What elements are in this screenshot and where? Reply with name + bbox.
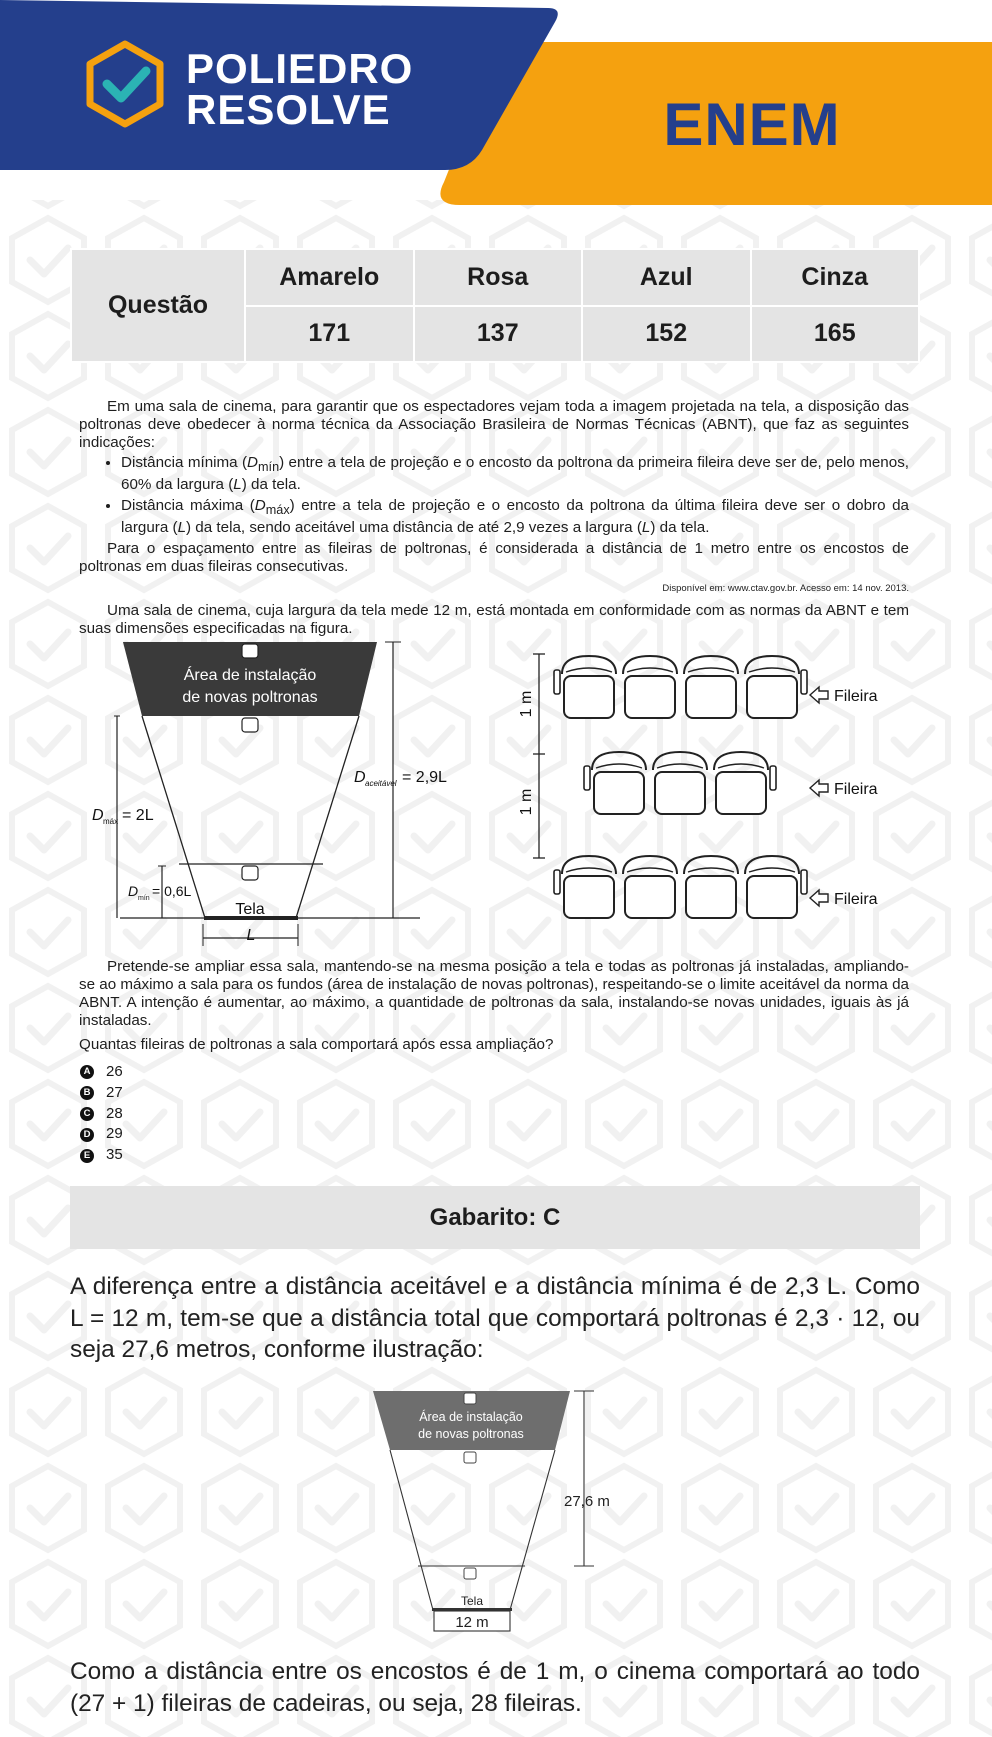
norm-item-min: • Distância mínima $(D_{mín})$ entre a tela de projeção e o encosto da poltrona da primeira fileira deve ser de, pelo menos, 60% da largura (L) da tela. [121,454,909,494]
color-column-cinza: Cinza [751,249,920,306]
norm-list [79,454,909,537]
seat-armrest [554,670,560,694]
question-header: Questão [71,249,245,362]
d-aceitavel-symbol: D [354,769,366,786]
option-b-badge: B [80,1086,94,1100]
seat-cushion [564,876,614,918]
option-b-text: 27 [106,1083,123,1101]
seat-edge [688,868,734,872]
option-d-badge: D [80,1128,94,1142]
header-banner [0,0,992,205]
d-min-sub: mín [138,895,150,902]
seat-edge [627,668,673,672]
explanation-paragraph-2: Como a distância entre os encostos é de 1 m, o cinema comportará ao todo (27 + 1) fileiras de cadeiras, ou seja, 28 fileiras. [70,1658,920,1717]
source-citation: Disponível em: www.ctav.gov.br. Acesso em: 14 nov. 2013. [662,583,909,595]
arrow-left-icon [810,890,828,906]
row-label-1: Fileira [834,688,878,705]
color-column-amarelo: Amarelo [245,249,414,306]
seat-cushion [686,676,736,718]
arrow-left-icon [810,687,828,703]
seat-cushion [655,772,705,814]
option-e-text: 35 [106,1146,123,1164]
exam-name: ENEM [663,91,841,158]
seat-rows-diagram [518,640,918,940]
color-column-rosa: Rosa [414,249,583,306]
explanation-paragraph-1: A diferença entre a distância aceitável e a distância mínima é de 2,3 L. Como L = 12 m, tem-se que a distância total que comportará poltronas é 2,3 · 12, ou seja 27,6 metros, conforme ilustração: [70,1273,920,1363]
d-max-value: = 2L [122,807,154,824]
area-label-line1: Área de instalação [419,1410,523,1424]
question-text-top [79,398,909,638]
seat-cushion [716,772,766,814]
answer-diagram [360,1384,640,1636]
seat-edge [657,764,703,768]
area-label-line1: Área de instalação [183,667,317,684]
row-label-3: Fileira [834,891,878,908]
screen-width-label: L [246,927,256,944]
question-number-table [70,248,920,363]
spacing-label-1: 1 m [518,690,535,718]
option-e[interactable] [80,1145,123,1166]
question-number-azul: 152 [582,306,751,363]
answer-key-bar: Gabarito: C [70,1186,920,1249]
question-text-bottom [79,958,909,1054]
seat-edge [566,668,612,672]
seat-edge [749,868,795,872]
screen-label: Tela [235,901,265,918]
d-min-value: = 0,6L [152,883,192,899]
seat-cushion [625,676,675,718]
seat-armrest [554,870,560,894]
option-d[interactable] [80,1124,123,1145]
seat-edge [688,668,734,672]
row-label-2: Fileira [834,781,878,798]
question-number-cinza: 165 [751,306,920,363]
brand-line2: RESOLVE [186,86,391,133]
seat-edge [749,668,795,672]
seat-edge [596,764,642,768]
screen-label: Tela [460,1594,484,1608]
brand-line1: POLIEDRO [186,45,414,92]
seat-cushion [564,676,614,718]
seat-armrest [584,766,590,790]
answer-options [80,1062,123,1166]
option-c[interactable] [80,1104,123,1125]
spacing-label-2: 1 m [518,788,535,816]
d-aceitavel-value: = 2,9L [402,769,447,786]
spacing-text: Para o espaçamento entre as fileiras de poltronas, é considerada a distância de 1 metro entre os encostos de poltronas em duas fileiras consecutivas. [79,540,909,576]
seat-armrest [770,766,776,790]
color-column-azul: Azul [582,249,751,306]
norm-item-max: • Distância máxima $(D_{máx})$ entre a tela de projeção e o encosto da poltrona da última fileira deve ser o dobro da largura (L) da tela, sendo aceitável uma distância de até 2,9 vezes a largura (L) da tela. [121,497,909,537]
option-a[interactable] [80,1062,123,1083]
seat-cushion [747,676,797,718]
seat-cushion [625,876,675,918]
seat-edge [627,868,673,872]
d-min-symbol: D [128,883,139,899]
question-number-rosa: 137 [414,306,583,363]
option-c-text: 28 [106,1104,123,1122]
seat-cushion [747,876,797,918]
option-e-badge: E [80,1149,94,1163]
seat-armrest [801,670,807,694]
setup-text: Uma sala de cinema, cuja largura da tela mede 12 m, está montada em conformidade com as normas da ABNT e tem suas dimensões especificadas na figura. [79,602,909,638]
seat-edge [718,764,764,768]
cinema-diagram [80,632,480,954]
option-c-badge: C [80,1107,94,1121]
after-figure-text: Pretende-se ampliar essa sala, mantendo-se na mesma posição a tela e todas as poltronas já instaladas, ampliando-se ao máximo a sala para os fundos (área de instalação de novas poltronas), respeitando-se o limite aceitável da norma da ABNT. A intenção é aumentar, ao máximo, a quantidade de poltronas da sala, instalando-se novas unidades, iguais às já instaladas. [79,958,909,1029]
d-max-sub: máx [103,817,119,826]
question-intro: Em uma sala de cinema, para garantir que os espectadores vejam toda a imagem projetada na tela, a disposição das poltronas deve obedecer à norma técnica da Associação Brasileira de Normas Técnicas (ABNT), que faz as seguintes indicações: [79,398,909,451]
option-b[interactable] [80,1083,123,1104]
d-max-symbol: D [92,807,104,824]
screen-width-label: 12 m [455,1614,489,1631]
option-a-badge: A [80,1065,94,1079]
area-label-line2: de novas poltronas [418,1427,524,1441]
d-aceitavel-sub: aceitável [365,779,397,788]
seat-cushion [686,876,736,918]
area-label-line2: de novas poltronas [182,689,318,706]
seat-cushion [594,772,644,814]
option-a-text: 26 [106,1063,123,1080]
distance-label: 27,6 m [564,1493,610,1510]
question-number-amarelo: 171 [245,306,414,363]
arrow-left-icon [810,780,828,796]
option-d-text: 29 [106,1125,123,1143]
seat-edge [566,868,612,872]
question-prompt: Quantas fileiras de poltronas a sala comportará após essa ampliação? [79,1036,554,1053]
seat-armrest [801,870,807,894]
